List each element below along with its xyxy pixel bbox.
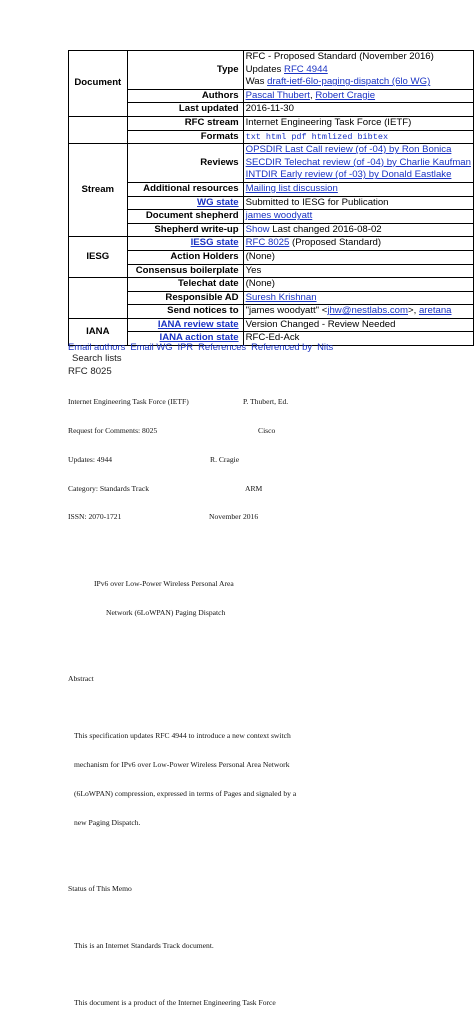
doc-header-right: P. Thubert, Ed. (243, 397, 289, 407)
authors-label: Authors (127, 89, 243, 103)
additional-resources-value (243, 182, 473, 196)
rfc-document-text (68, 378, 296, 1017)
tab-referenced-by[interactable]: Referenced by (251, 341, 313, 352)
iesg-rfc-link[interactable]: RFC 8025 (245, 237, 290, 249)
doc-header-row (68, 397, 296, 407)
doc-header-left: Internet Engineering Task Force (IETF) (68, 397, 189, 407)
was-prefix: Was (245, 76, 268, 88)
doc-header-left: ISSN: 2070-1721 (68, 512, 122, 522)
abstract-line: mechanism for IPv6 over Low-Power Wireless Personal Area Network (74, 759, 290, 769)
format-html-link[interactable]: html (265, 131, 287, 142)
mailing-list-link[interactable]: Mailing list discussion (245, 182, 338, 194)
updates-prefix: Updates (245, 63, 285, 75)
doc-header-right: R. Cragie (210, 454, 240, 464)
format-htmlized-link[interactable]: htmlized (311, 131, 353, 142)
doc-title-line: Network (6LoWPAN) Paging Dispatch (106, 607, 226, 617)
additional-resources-label: Additional resources (127, 182, 243, 196)
telechat-label: Telechat date (127, 278, 243, 292)
doc-title-line: IPv6 over Low-Power Wireless Personal Area (94, 578, 234, 588)
doc-header-row (68, 484, 296, 494)
document-group-label: Document (69, 51, 128, 117)
format-bibtex-link[interactable]: bibtex (357, 131, 389, 142)
formats-label: Formats (127, 130, 243, 144)
iana-group-label: IANA (69, 318, 128, 345)
iana-review-value: Version Changed - Review Needed (243, 318, 473, 332)
tab-email-wg[interactable]: Email WG (130, 341, 173, 352)
type-label: Type (127, 51, 243, 90)
search-lists-button[interactable]: Search lists (72, 353, 122, 364)
iana-action-value: RFC-Ed-Ack (243, 332, 473, 346)
tab-nits[interactable]: Nits (317, 341, 334, 352)
action-holders-value: (None) (243, 250, 473, 264)
iana-review-label (127, 318, 243, 332)
type-value (243, 51, 473, 90)
reviews-label: Reviews (127, 144, 243, 183)
writeup-show-link[interactable]: Show (245, 223, 270, 235)
doc-header-row (68, 455, 296, 465)
send-notices-more-link[interactable]: aretana (418, 305, 452, 317)
shepherd-label: Document shepherd (127, 210, 243, 224)
document-action-tabs (68, 341, 338, 352)
rfc-number: RFC 8025 (68, 366, 112, 377)
was-draft-link[interactable]: draft-ietf-6lo-paging-dispatch (6lo WG) (267, 76, 431, 88)
authors-value (243, 89, 473, 103)
writeup-value (243, 223, 473, 237)
doc-header-left: Category: Standards Track (68, 483, 149, 493)
send-notices-email-link[interactable]: jhw@nestlabs.com (327, 305, 409, 317)
doc-header-row (68, 512, 296, 522)
abstract-line: new Paging Dispatch. (74, 817, 141, 827)
shepherd-value (243, 210, 473, 224)
review-link-intdir[interactable]: INTDIR Early review (of -03) by Donald Eastlake (245, 169, 452, 181)
abstract-line: This specification updates RFC 4944 to introduce a new context switch (74, 731, 291, 741)
type-line1: RFC - Proposed Standard (November 2016) (245, 51, 434, 62)
iesg-state-value (243, 237, 473, 251)
doc-header-left: Updates: 4944 (68, 454, 113, 464)
writeup-date: Last changed 2016-08-02 (269, 223, 382, 235)
telechat-value: (None) (243, 278, 473, 292)
stream-group-label: Stream (69, 144, 128, 237)
writeup-label: Shepherd write-up (127, 223, 243, 237)
send-notices-label: Send notices to (127, 305, 243, 319)
shepherd-link[interactable]: james woodyatt (245, 210, 313, 222)
last-updated-label: Last updated (127, 103, 243, 117)
iesg-state-text: (Proposed Standard) (289, 237, 382, 249)
doc-header-right: November 2016 (209, 512, 259, 522)
format-txt-link[interactable]: txt (245, 131, 261, 142)
formats-value (243, 130, 473, 144)
responsible-ad-label: Responsible AD (127, 291, 243, 305)
doc-header-right: Cisco (258, 425, 276, 435)
format-pdf-link[interactable]: pdf (291, 131, 307, 142)
review-link-opsdir[interactable]: OPSDIR Last Call review (of -04) by Ron Bonica (245, 144, 452, 156)
consensus-label: Consensus boilerplate (127, 264, 243, 278)
document-metadata-table (68, 50, 474, 346)
abstract-line: (6LoWPAN) compression, expressed in terms of Pages and signaled by a (74, 788, 297, 798)
doc-header-right: ARM (245, 483, 263, 493)
author-link-cragie[interactable]: Robert Cragie (315, 89, 376, 101)
tab-email-authors[interactable]: Email authors (68, 341, 126, 352)
wg-state-link[interactable]: WG state (197, 196, 239, 208)
rfc-stream-label: RFC stream (127, 116, 243, 130)
responsible-ad-value (243, 291, 473, 305)
author-separator: , (309, 89, 316, 101)
updates-rfc-link[interactable]: RFC 4944 (284, 63, 328, 75)
doc-header-row (68, 426, 296, 436)
iana-action-link[interactable]: IANA action state (159, 332, 239, 344)
reviews-value (243, 144, 473, 183)
send-notices-prefix: "james woodyatt" < (245, 305, 328, 317)
author-link-thubert[interactable]: Pascal Thubert (245, 89, 310, 101)
action-holders-label: Action Holders (127, 250, 243, 264)
send-notices-value (243, 305, 473, 319)
empty-group-cell (69, 116, 128, 143)
wg-state-value: Submitted to IESG for Publication (243, 196, 473, 210)
status-line: This document is a product of the Internet Engineering Task Force (74, 998, 276, 1008)
iesg-state-link[interactable]: IESG state (190, 237, 239, 249)
iesg-state-label (127, 237, 243, 251)
doc-header-left: Request for Comments: 8025 (68, 425, 158, 435)
iesg-group-label: IESG (69, 237, 128, 278)
tab-ipr[interactable]: IPR (177, 341, 194, 352)
rfc-stream-value: Internet Engineering Task Force (IETF) (243, 116, 473, 130)
wg-state-label (127, 196, 243, 210)
responsible-ad-link[interactable]: Suresh Krishnan (245, 291, 317, 303)
review-link-secdir[interactable]: SECDIR Telechat review (of -04) by Charlie Kaufman (245, 156, 471, 168)
abstract-heading: Abstract (68, 674, 94, 684)
empty-group-cell-2 (69, 278, 128, 319)
tab-references[interactable]: References (198, 341, 247, 352)
iana-review-link[interactable]: IANA review state (157, 318, 239, 330)
last-updated-value: 2016-11-30 (243, 103, 473, 117)
status-line: This is an Internet Standards Track document. (74, 941, 214, 951)
send-notices-suffix: >, (408, 305, 419, 317)
consensus-value: Yes (243, 264, 473, 278)
status-heading: Status of This Memo (68, 884, 132, 894)
